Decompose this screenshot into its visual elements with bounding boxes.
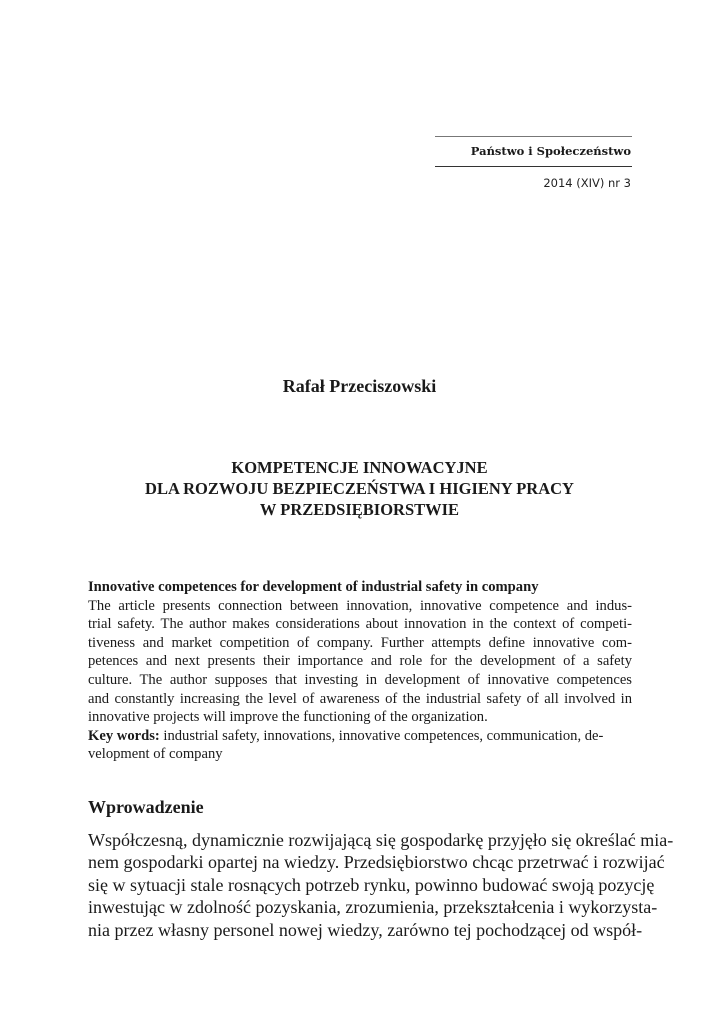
abstract-line: and constantly increasing the level of awareness of the industrial safety of all involved in <box>88 690 632 707</box>
section-heading: Wprowadzenie <box>88 797 204 817</box>
issue-number: 2014 (XIV) nr 3 <box>543 176 631 190</box>
keywords <box>88 727 632 746</box>
keywords-label: Key words: <box>88 727 160 744</box>
keywords-text: industrial safety, innovations, innovative competences, communication, de- <box>159 727 604 744</box>
body-line: Współczesną, dynamicznie rozwijającą się gospodarkę przyjęło się określać mia- <box>88 830 674 850</box>
header-rule-top <box>435 136 632 137</box>
journal-name: Państwo i Społeczeństwo <box>470 144 631 158</box>
body-line: inwestując w zdolność pozyskania, zrozumienia, przekształcenia i wykorzysta- <box>88 897 658 918</box>
article-title <box>0 457 719 520</box>
abstract-line: The article presents connection between innovation, innovative competence and indus- <box>88 597 632 614</box>
abstract-line: trial safety. The author makes considerations about innovation in the context of competi- <box>88 616 632 633</box>
body-line: nem gospodarki opartej na wiedzy. Przedsiębiorstwo chcąc przetrwać i rozwijać <box>88 852 665 873</box>
abstract-line: petences and next presents their importance and role for the development of a safety <box>88 653 632 670</box>
abstract-line: innovative projects will improve the functioning of the organization. <box>88 709 488 726</box>
body-line: nia przez własny personel nowej wiedzy, zarówno tej pochodzącej od współ- <box>88 919 643 940</box>
header-rule-bottom <box>435 166 632 167</box>
title-line: DLA ROZWOJU BEZPIECZEŃSTWA I HIGIENY PRACY <box>145 479 574 498</box>
abstract-title: Innovative competences for development of industrial safety in company <box>88 579 539 595</box>
title-line: KOMPETENCJE INNOWACYJNE <box>231 458 488 477</box>
title-line: W PRZEDSIĘBIORSTWIE <box>259 500 460 519</box>
abstract <box>88 578 632 764</box>
author-name: Rafał Przeciszowski <box>282 376 437 396</box>
abstract-line: culture. The author supposes that investing in development of innovative competences <box>88 671 632 688</box>
body-paragraph <box>88 829 674 941</box>
keywords-continuation: velopment of company <box>88 746 223 763</box>
abstract-line: tiveness and market competition of company. Further attempts define innovative com- <box>88 634 632 651</box>
body-line: się w sytuacji stale rosnących potrzeb rynku, powinno budować swoją pozycję <box>88 874 655 895</box>
